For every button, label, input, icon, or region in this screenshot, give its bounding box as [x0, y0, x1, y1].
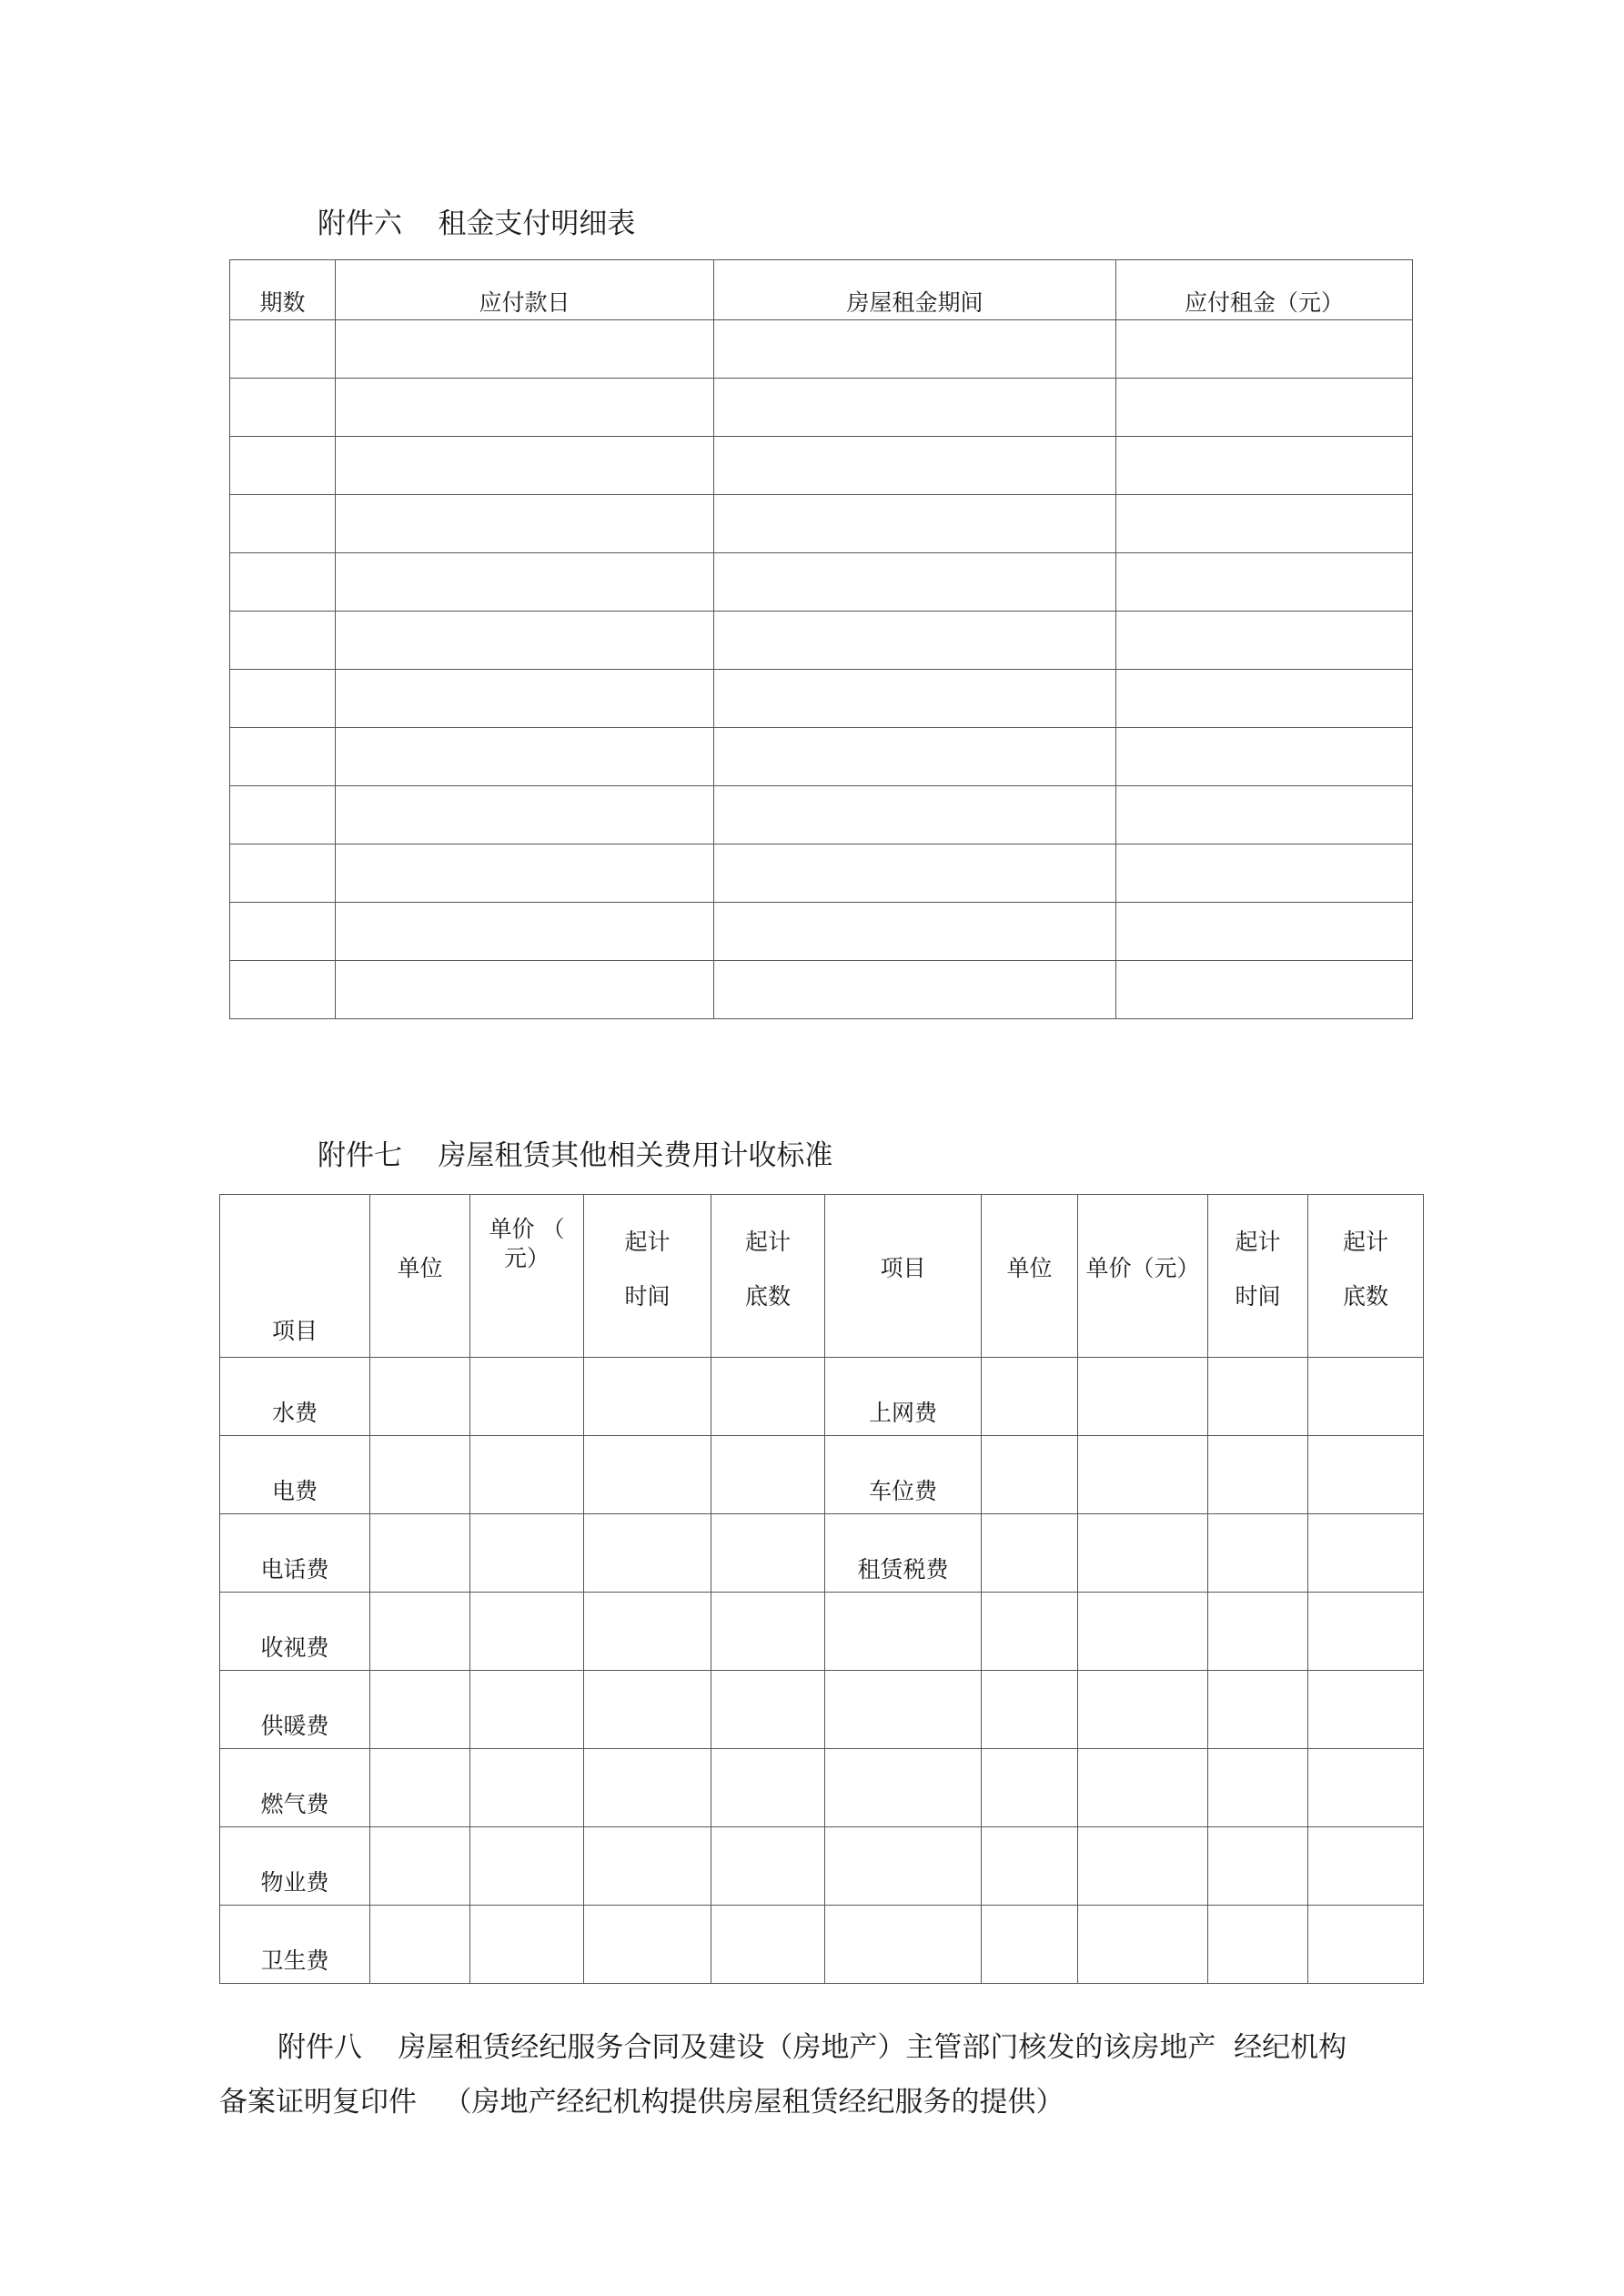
- table-cell[interactable]: [714, 320, 1116, 379]
- table-row: [230, 670, 1413, 728]
- table-cell[interactable]: [1116, 728, 1413, 786]
- fee-item-name-2: [825, 1827, 982, 1906]
- header-period: 期数: [230, 260, 336, 320]
- table-cell[interactable]: [230, 379, 336, 437]
- table-cell[interactable]: [1208, 1671, 1308, 1749]
- table-cell[interactable]: [1116, 786, 1413, 845]
- table-cell[interactable]: [1308, 1514, 1424, 1593]
- rent-payment-table: [229, 259, 1413, 1019]
- table-cell[interactable]: [230, 670, 336, 728]
- header-rent-period: 房屋租金期间: [714, 260, 1116, 320]
- header-item-label: 项目: [271, 1318, 318, 1344]
- table-cell[interactable]: [230, 903, 336, 961]
- table-cell[interactable]: [982, 1358, 1078, 1436]
- table-cell[interactable]: [470, 1593, 584, 1671]
- table-cell[interactable]: [336, 961, 714, 1019]
- table-cell[interactable]: [711, 1593, 825, 1671]
- table-cell[interactable]: [336, 728, 714, 786]
- table-cell[interactable]: [982, 1514, 1078, 1593]
- header-start-time-2-line1: 起计: [1235, 1229, 1281, 1255]
- table-cell[interactable]: [1116, 495, 1413, 553]
- table-cell[interactable]: [336, 845, 714, 903]
- annex6-title: 附件六 租金支付明细表: [318, 207, 636, 240]
- fee-standard-table: [219, 1194, 1424, 1984]
- table-cell[interactable]: [470, 1906, 584, 1984]
- table-cell[interactable]: [336, 495, 714, 553]
- header-item-2: [825, 1195, 982, 1358]
- fee-item-name: 电费: [220, 1436, 370, 1514]
- table-cell[interactable]: [714, 961, 1116, 1019]
- table-cell[interactable]: [714, 786, 1116, 845]
- table-row: [230, 320, 1413, 379]
- table-cell[interactable]: [1308, 1906, 1424, 1984]
- table-row: [230, 845, 1413, 903]
- table-cell[interactable]: [1116, 612, 1413, 670]
- table-cell[interactable]: [584, 1358, 711, 1436]
- table-cell[interactable]: [584, 1749, 711, 1827]
- header-unit-label: 单位: [397, 1255, 443, 1281]
- table-cell[interactable]: [1308, 1593, 1424, 1671]
- table-cell[interactable]: [1208, 1514, 1308, 1593]
- header-start-time-2-line2: 时间: [1235, 1283, 1281, 1310]
- table-cell[interactable]: [470, 1514, 584, 1593]
- fee-item-name: 物业费: [220, 1827, 370, 1906]
- fee-item-name-2: [825, 1593, 982, 1671]
- fee-item-name-2: 租赁税费: [825, 1514, 982, 1593]
- table-cell[interactable]: [711, 1358, 825, 1436]
- table-cell[interactable]: [1078, 1671, 1208, 1749]
- table-cell[interactable]: [711, 1827, 825, 1906]
- table-cell[interactable]: [1208, 1749, 1308, 1827]
- table-cell[interactable]: [336, 437, 714, 495]
- fee-item-name: 卫生费: [220, 1906, 370, 1984]
- table-cell[interactable]: [1308, 1827, 1424, 1906]
- table-cell[interactable]: [230, 495, 336, 553]
- table-cell[interactable]: [1308, 1436, 1424, 1514]
- table-cell[interactable]: [982, 1436, 1078, 1514]
- table-cell[interactable]: [230, 961, 336, 1019]
- table-row: [220, 1358, 1424, 1436]
- table-cell[interactable]: [711, 1514, 825, 1593]
- table-cell[interactable]: [714, 612, 1116, 670]
- table-cell[interactable]: [584, 1436, 711, 1514]
- table-row: [230, 612, 1413, 670]
- table-cell[interactable]: [230, 728, 336, 786]
- table-cell[interactable]: [1116, 379, 1413, 437]
- table-cell[interactable]: [711, 1671, 825, 1749]
- table-cell[interactable]: [370, 1827, 470, 1906]
- table-cell[interactable]: [714, 845, 1116, 903]
- table-cell[interactable]: [711, 1436, 825, 1514]
- table-row: [220, 1593, 1424, 1671]
- table-cell[interactable]: [711, 1749, 825, 1827]
- table-cell[interactable]: [1208, 1593, 1308, 1671]
- table-cell[interactable]: [370, 1593, 470, 1671]
- table-cell[interactable]: [714, 728, 1116, 786]
- table-cell[interactable]: [1078, 1436, 1208, 1514]
- header-due-date: 应付款日: [336, 260, 714, 320]
- table-cell[interactable]: [470, 1358, 584, 1436]
- table-cell[interactable]: [1078, 1749, 1208, 1827]
- header-price-2: [1078, 1195, 1208, 1358]
- table-cell[interactable]: [370, 1749, 470, 1827]
- table-cell[interactable]: [982, 1593, 1078, 1671]
- table-cell[interactable]: [584, 1827, 711, 1906]
- table-cell[interactable]: [1208, 1358, 1308, 1436]
- table-cell[interactable]: [714, 670, 1116, 728]
- table-row: [230, 903, 1413, 961]
- header-unit-2: [982, 1195, 1078, 1358]
- table-cell[interactable]: [1116, 320, 1413, 379]
- header-start-base-line1: 起计: [744, 1229, 791, 1255]
- header-start-time-line1: 起计: [624, 1229, 671, 1255]
- table-cell[interactable]: [370, 1358, 470, 1436]
- table-cell[interactable]: [336, 553, 714, 612]
- annex8-line2: 备案证明复印件 （房地产经纪机构提供房屋租赁经纪服务的提供）: [219, 2086, 1064, 2119]
- table-cell[interactable]: [336, 786, 714, 845]
- table-cell[interactable]: [584, 1593, 711, 1671]
- header-price: [470, 1195, 584, 1358]
- table-row: [230, 553, 1413, 612]
- table-cell[interactable]: [230, 845, 336, 903]
- table-cell[interactable]: [714, 437, 1116, 495]
- header-start-base: [711, 1195, 825, 1358]
- table-cell[interactable]: [370, 1436, 470, 1514]
- table-cell[interactable]: [370, 1671, 470, 1749]
- table-cell[interactable]: [336, 379, 714, 437]
- fee-table-body: [220, 1358, 1424, 1984]
- table-cell[interactable]: [1116, 670, 1413, 728]
- fee-item-name-2: [825, 1906, 982, 1984]
- table-cell[interactable]: [336, 903, 714, 961]
- fee-item-name: 燃气费: [220, 1749, 370, 1827]
- table-row: [230, 379, 1413, 437]
- table-cell[interactable]: [584, 1514, 711, 1593]
- table-cell[interactable]: [1078, 1514, 1208, 1593]
- table-cell[interactable]: [230, 786, 336, 845]
- table-cell[interactable]: [336, 670, 714, 728]
- header-start-base-2: [1308, 1195, 1424, 1358]
- table-cell[interactable]: [1078, 1827, 1208, 1906]
- table-cell[interactable]: [1116, 961, 1413, 1019]
- fee-item-name-2: 上网费: [825, 1358, 982, 1436]
- table-cell[interactable]: [370, 1906, 470, 1984]
- header-item: [220, 1195, 370, 1358]
- table-cell[interactable]: [714, 903, 1116, 961]
- table-cell[interactable]: [714, 495, 1116, 553]
- table-header-row: [220, 1195, 1424, 1358]
- table-cell[interactable]: [230, 612, 336, 670]
- table-cell[interactable]: [1116, 553, 1413, 612]
- fee-item-name-2: [825, 1749, 982, 1827]
- table-cell[interactable]: [470, 1671, 584, 1749]
- table-cell[interactable]: [470, 1827, 584, 1906]
- table-cell[interactable]: [1208, 1906, 1308, 1984]
- annex8-line1: 附件八 房屋租赁经纪服务合同及建设（房地产）主管部门核发的该房地产 经纪机构: [277, 2031, 1347, 2064]
- annex7-title: 附件七 房屋租赁其他相关费用计收标准: [318, 1139, 833, 1172]
- header-rent-amount: 应付租金（元）: [1116, 260, 1413, 320]
- header-unit: [370, 1195, 470, 1358]
- header-unit-2-label: 单位: [1006, 1255, 1053, 1281]
- table-row: [230, 437, 1413, 495]
- table-cell[interactable]: [982, 1671, 1078, 1749]
- fee-item-name: 电话费: [220, 1514, 370, 1593]
- table-header-row: [230, 260, 1413, 320]
- table-cell[interactable]: [1208, 1827, 1308, 1906]
- table-row: [220, 1514, 1424, 1593]
- table-cell[interactable]: [714, 553, 1116, 612]
- header-price-2-label: 单价（元）: [1085, 1255, 1200, 1281]
- header-price-line2: 元）: [503, 1245, 550, 1271]
- rent-table-body: [230, 320, 1413, 1019]
- header-item-2-label: 项目: [880, 1255, 926, 1281]
- table-cell[interactable]: [1116, 437, 1413, 495]
- table-row: [230, 786, 1413, 845]
- table-row: [230, 728, 1413, 786]
- table-row: [220, 1436, 1424, 1514]
- table-cell[interactable]: [1078, 1906, 1208, 1984]
- table-row: [220, 1749, 1424, 1827]
- header-start-base-2-line1: 起计: [1342, 1229, 1388, 1255]
- table-cell[interactable]: [470, 1749, 584, 1827]
- table-row: [230, 495, 1413, 553]
- table-cell[interactable]: [1116, 845, 1413, 903]
- table-cell[interactable]: [982, 1749, 1078, 1827]
- fee-item-name: 收视费: [220, 1593, 370, 1671]
- table-row: [220, 1906, 1424, 1984]
- table-cell[interactable]: [1308, 1671, 1424, 1749]
- header-start-time: [584, 1195, 711, 1358]
- table-cell[interactable]: [470, 1436, 584, 1514]
- table-cell[interactable]: [1078, 1593, 1208, 1671]
- header-start-base-line2: 底数: [744, 1283, 791, 1310]
- table-cell[interactable]: [584, 1906, 711, 1984]
- table-cell[interactable]: [982, 1827, 1078, 1906]
- header-start-time-2: [1208, 1195, 1308, 1358]
- table-row: [230, 961, 1413, 1019]
- table-cell[interactable]: [1116, 903, 1413, 961]
- table-cell[interactable]: [370, 1514, 470, 1593]
- table-cell[interactable]: [1308, 1749, 1424, 1827]
- header-start-base-2-line2: 底数: [1342, 1283, 1388, 1310]
- table-cell[interactable]: [711, 1906, 825, 1984]
- table-cell[interactable]: [336, 320, 714, 379]
- table-cell[interactable]: [584, 1671, 711, 1749]
- table-cell[interactable]: [230, 437, 336, 495]
- table-cell[interactable]: [714, 379, 1116, 437]
- table-cell[interactable]: [1078, 1358, 1208, 1436]
- table-cell[interactable]: [1308, 1358, 1424, 1436]
- table-row: [220, 1827, 1424, 1906]
- header-price-line1: 单价 （: [489, 1216, 565, 1242]
- table-cell[interactable]: [230, 553, 336, 612]
- fee-item-name-2: [825, 1671, 982, 1749]
- header-start-time-line2: 时间: [624, 1283, 671, 1310]
- table-row: [220, 1671, 1424, 1749]
- table-cell[interactable]: [336, 612, 714, 670]
- table-cell[interactable]: [230, 320, 336, 379]
- fee-item-name: 水费: [220, 1358, 370, 1436]
- table-cell[interactable]: [1208, 1436, 1308, 1514]
- fee-item-name: 供暖费: [220, 1671, 370, 1749]
- table-cell[interactable]: [982, 1906, 1078, 1984]
- fee-item-name-2: 车位费: [825, 1436, 982, 1514]
